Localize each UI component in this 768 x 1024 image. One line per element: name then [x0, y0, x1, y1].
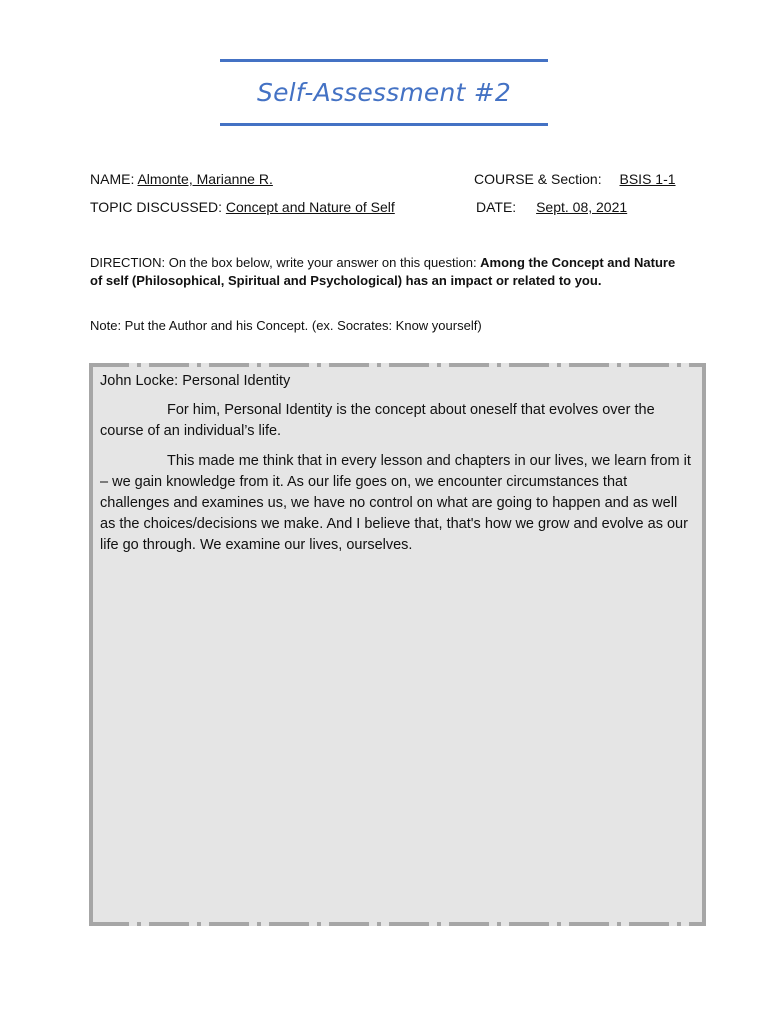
- date-field: [476, 199, 627, 215]
- course-label: COURSE & Section:: [474, 171, 602, 187]
- date-label: DATE:: [476, 199, 517, 215]
- course-field: [474, 171, 676, 187]
- name-label: NAME:: [90, 171, 135, 187]
- name-value: Almonte, Marianne R.: [137, 171, 273, 187]
- topic-label: TOPIC DISCUSSED:: [90, 199, 222, 215]
- answer-box[interactable]: [89, 363, 706, 926]
- topic-field: [90, 199, 395, 215]
- answer-heading: John Locke: Personal Identity: [100, 373, 291, 389]
- title-block: [220, 59, 548, 126]
- name-field: [90, 171, 273, 187]
- direction-prefix: DIRECTION: On the box below, write your answer on this question:: [90, 255, 481, 270]
- answer-paragraph-1: For him, Personal Identity is the concept about oneself that evolves over the course of an individual’s life.: [100, 402, 655, 439]
- page-title: Self-Assessment #2: [257, 78, 511, 107]
- note-text: Note: Put the Author and his Concept. (ex. Socrates: Know yourself): [90, 318, 482, 333]
- direction-text: [90, 254, 680, 289]
- course-value: BSIS 1-1: [619, 171, 676, 187]
- answer-paragraph-2: This made me think that in every lesson and chapters in our lives, we learn from it – we gain knowledge from it. As our life goes on, we encounter circumstances that challenges and examines us, we have no control on what are going to happen and as well as the choices/decisions we make. And I believe that, that's how we grow and evolve as our life go through. We examine our lives, ourselves.: [100, 453, 691, 553]
- date-value: Sept. 08, 2021: [536, 199, 628, 215]
- direction-question: Among the Concept and Nature of self (Philosophical, Spiritual and Psychological) has an impact or related to you.: [90, 255, 676, 288]
- topic-value: Concept and Nature of Self: [225, 199, 395, 215]
